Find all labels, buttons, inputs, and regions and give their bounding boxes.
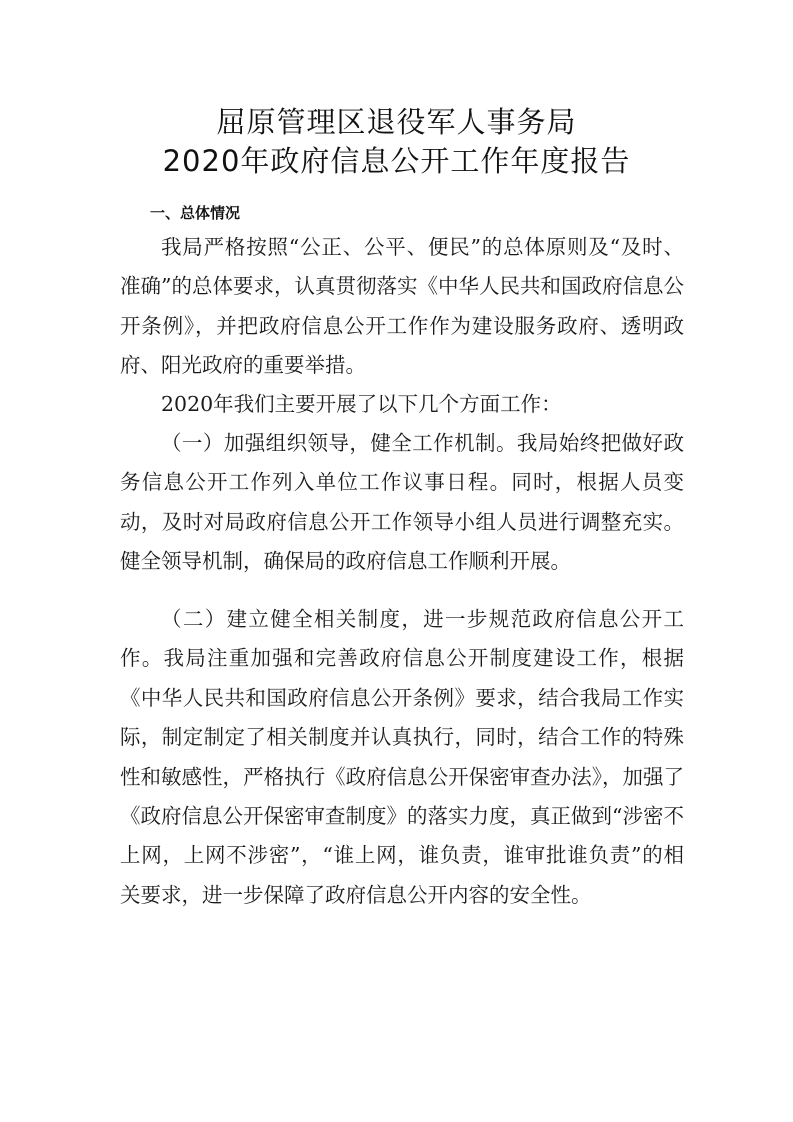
- section-heading-overview: 一、总体情况: [150, 204, 241, 222]
- document-title-line-1: 屈原管理区退役军人事务局: [216, 105, 577, 139]
- document-title-line-2: 2020年政府信息公开工作年度报告: [162, 144, 631, 178]
- paragraph-organization: （一）加强组织领导，健全工作机制。我局始终把做好政务信息公开工作列入单位工作议事日程。同时，根据人员变动，及时对局政府信息公开工作领导小组人员进行调整充实。健全领导机制，确保局的政府信息工作顺利开展。: [120, 431, 684, 574]
- paragraph-work-intro: 2020年我们主要开展了以下几个方面工作：: [161, 392, 562, 416]
- paragraph-principles: 我局严格按照“公正、公平、便民”的总体原则及“及时、准确”的总体要求，认真贯彻落实《中华人民共和国政府信息公开条例》，并把政府信息公开工作作为建设服务政府、透明政府、阳光政府的重要举措。: [120, 235, 684, 378]
- paragraph-regulations: （二）建立健全相关制度，进一步规范政府信息公开工作。我局注重加强和完善政府信息公开制度建设工作，根据《中华人民共和国政府信息公开条例》要求，结合我局工作实际，制定制定了相关制度并认真执行，同时，结合工作的特殊性和敏感性，严格执行《政府信息公开保密审查办法》，加强了《政府信息公开保密审查制度》的落实力度，真正做到“涉密不上网，上网不涉密”，“谁上网，谁负责，谁审批谁负责”的相关要求，进一步保障了政府信息公开内容的安全性。: [120, 607, 684, 907]
